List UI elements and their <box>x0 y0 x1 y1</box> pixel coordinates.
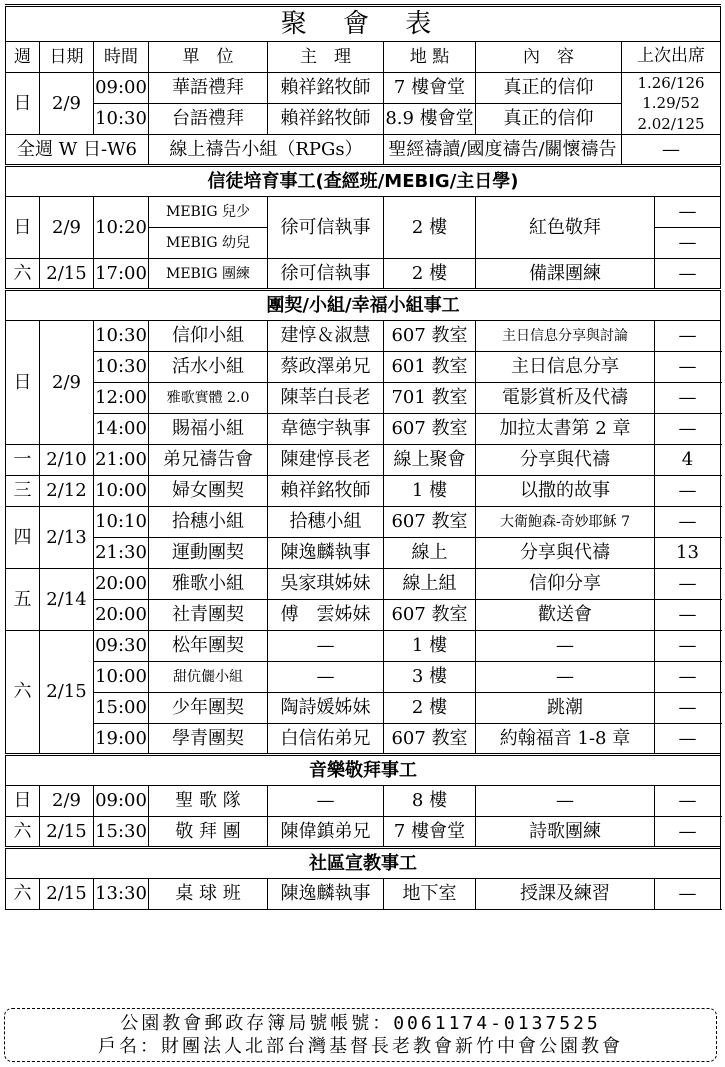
time-cell: 10:10 <box>94 507 149 538</box>
header-day: 週 <box>6 42 40 73</box>
host-cell: 賴祥銘牧師 <box>268 476 384 507</box>
last-attendance-cell: 4 <box>655 445 721 476</box>
time-cell: 21:00 <box>94 445 149 476</box>
last-attendance-cell: — <box>655 786 721 817</box>
weekly-label: 全週 W 日-W6 <box>6 135 149 166</box>
unit-cell: 信仰小組 <box>149 321 268 352</box>
date-cell: 2/15 <box>40 259 94 290</box>
host-cell: 徐可信執事 <box>268 197 384 259</box>
last-value: 2.02/125 <box>637 114 705 133</box>
date-cell: 2/13 <box>40 507 94 569</box>
time-cell: 21:30 <box>94 538 149 569</box>
unit-cell: 雅歌小組 <box>149 569 268 600</box>
time-cell: 14:00 <box>94 414 149 445</box>
last-attendance-cell: — <box>655 693 721 724</box>
unit-cell: 運動團契 <box>149 538 268 569</box>
unit-cell: 學青團契 <box>149 724 268 755</box>
content-cell: 約翰福音 1-8 章 <box>476 724 655 755</box>
header-content: 內 容 <box>476 42 622 73</box>
day-cell: 六 <box>6 879 40 910</box>
content-cell: — <box>476 631 655 662</box>
weekly-row <box>6 135 721 166</box>
host-cell: 陳莘白長老 <box>268 383 384 414</box>
content-cell: 聖經禱讀/國度禱告/關懷禱告 <box>384 135 622 166</box>
group-row <box>6 538 721 569</box>
unit-cell: 婦女團契 <box>149 476 268 507</box>
last-attendance-cell: — <box>655 197 721 228</box>
unit-cell: 甜伉儷小組 <box>149 662 268 693</box>
time-cell: 10:30 <box>94 352 149 383</box>
content-cell: 主日信息分享與討論 <box>476 321 655 352</box>
unit-cell: 聖 歌 隊 <box>149 786 268 817</box>
unit-cell: 線上禱告小組（RPGs） <box>149 135 384 166</box>
group-row <box>6 631 721 662</box>
group-row <box>6 724 721 755</box>
group-row <box>6 352 721 383</box>
unit-cell: 雅歌實體 2.0 <box>149 383 268 414</box>
place-cell: 701 教室 <box>384 383 476 414</box>
date-cell: 2/15 <box>40 817 94 848</box>
place-cell: 2 樓 <box>384 259 476 290</box>
last-attendance-cell: — <box>655 259 721 290</box>
last-attendance-cell: — <box>655 724 721 755</box>
place-cell: 線上聚會 <box>384 445 476 476</box>
unit-cell: MEBIG 幼兒 <box>149 228 268 259</box>
account-number: 公園教會郵政存簿局號帳號：0061174-0137525 <box>120 1013 601 1034</box>
content-cell: 電影賞析及代禱 <box>476 383 655 414</box>
content-cell: 分享與代禱 <box>476 538 655 569</box>
place-cell: 1 樓 <box>384 631 476 662</box>
last-value: 1.26/126 <box>637 74 705 93</box>
time-cell: 10:00 <box>94 476 149 507</box>
header-unit: 單 位 <box>149 42 268 73</box>
content-cell: 以撒的故事 <box>476 476 655 507</box>
place-cell: 地下室 <box>384 879 476 910</box>
last-attendance-cell: — <box>655 507 721 538</box>
content-cell: 加拉太書第 2 章 <box>476 414 655 445</box>
last-attendance-cell: — <box>655 228 721 259</box>
section-title: 團契/小組/幸福小組事工 <box>6 290 721 321</box>
place-cell: 607 教室 <box>384 600 476 631</box>
time-cell: 20:00 <box>94 569 149 600</box>
host-cell: 陳偉鎮弟兄 <box>268 817 384 848</box>
date-cell: 2/12 <box>40 476 94 507</box>
time-cell: 10:30 <box>94 104 149 135</box>
group-row <box>6 383 721 414</box>
host-cell: 吳家琪姊妹 <box>268 569 384 600</box>
content-cell: 授課及練習 <box>476 879 655 910</box>
day-cell: 三 <box>6 476 40 507</box>
day-cell: 日 <box>6 786 40 817</box>
date-cell: 2/9 <box>40 321 94 445</box>
place-cell: 8.9 樓會堂 <box>384 104 476 135</box>
header-host: 主 理 <box>268 42 384 73</box>
last-attendance-cell: — <box>655 879 721 910</box>
edu-row <box>6 259 721 290</box>
place-cell: 3 樓 <box>384 662 476 693</box>
unit-cell: 台語禮拜 <box>149 104 268 135</box>
place-cell: 7 樓會堂 <box>384 73 476 104</box>
unit-cell: 拾穗小組 <box>149 507 268 538</box>
day-cell: 六 <box>6 631 40 755</box>
date-cell: 2/15 <box>40 879 94 910</box>
place-cell: 601 教室 <box>384 352 476 383</box>
last-attendance-cell: — <box>622 135 721 166</box>
date-cell: 2/14 <box>40 569 94 631</box>
bank-account-footer <box>4 1008 717 1062</box>
day-cell: 日 <box>6 197 40 259</box>
last-attendance-cell: — <box>655 569 721 600</box>
unit-cell: 敬 拜 團 <box>149 817 268 848</box>
last-attendance-cell: — <box>655 662 721 693</box>
account-name: 戶名：財團法人北部台灣基督長老教會新竹中會公園教會 <box>98 1036 623 1057</box>
last-attendance-cell: — <box>655 352 721 383</box>
host-cell: 陳逸麟執事 <box>268 879 384 910</box>
date-cell: 2/9 <box>40 197 94 259</box>
host-cell: 拾穗小組 <box>268 507 384 538</box>
place-cell: 7 樓會堂 <box>384 817 476 848</box>
unit-cell: 華語禮拜 <box>149 73 268 104</box>
content-cell: 真正的信仰 <box>476 104 622 135</box>
header-last: 上次出席 <box>622 42 721 73</box>
place-cell: 1 樓 <box>384 476 476 507</box>
place-cell: 607 教室 <box>384 414 476 445</box>
content-cell: 紅色敬拜 <box>476 197 655 259</box>
place-cell: 607 教室 <box>384 321 476 352</box>
time-cell: 09:00 <box>94 786 149 817</box>
last-attendance-stack <box>622 73 721 135</box>
host-cell: 陳建惇長老 <box>268 445 384 476</box>
group-row <box>6 569 721 600</box>
group-row <box>6 414 721 445</box>
section-title: 音樂敬拜事工 <box>6 755 721 786</box>
header-row <box>6 42 721 73</box>
time-cell: 13:30 <box>94 879 149 910</box>
content-cell: 跳潮 <box>476 693 655 724</box>
place-cell: 2 樓 <box>384 693 476 724</box>
host-cell: 賴祥銘牧師 <box>268 73 384 104</box>
place-cell: 2 樓 <box>384 197 476 259</box>
title-row <box>6 6 721 42</box>
content-cell: 信仰分享 <box>476 569 655 600</box>
unit-cell: 松年團契 <box>149 631 268 662</box>
section-group <box>6 290 721 321</box>
time-cell: 15:00 <box>94 693 149 724</box>
last-attendance-cell: — <box>655 817 721 848</box>
group-row <box>6 321 721 352</box>
group-row <box>6 476 721 507</box>
unit-cell: MEBIG 團練 <box>149 259 268 290</box>
edu-row <box>6 197 721 228</box>
place-cell: 線上組 <box>384 569 476 600</box>
date-cell: 2/15 <box>40 631 94 755</box>
place-cell: 607 教室 <box>384 724 476 755</box>
time-cell: 09:30 <box>94 631 149 662</box>
last-attendance-cell: — <box>655 321 721 352</box>
group-row <box>6 662 721 693</box>
group-row <box>6 600 721 631</box>
host-cell: — <box>268 631 384 662</box>
day-cell: 日 <box>6 321 40 445</box>
day-cell: 六 <box>6 259 40 290</box>
place-cell: 線上 <box>384 538 476 569</box>
music-row <box>6 786 721 817</box>
date-cell: 2/9 <box>40 786 94 817</box>
unit-cell: 桌 球 班 <box>149 879 268 910</box>
last-attendance-cell: — <box>655 383 721 414</box>
group-row <box>6 693 721 724</box>
host-cell: — <box>268 786 384 817</box>
group-row <box>6 445 721 476</box>
header-place: 地 點 <box>384 42 476 73</box>
day-cell: 五 <box>6 569 40 631</box>
host-cell: 蔡政澤弟兄 <box>268 352 384 383</box>
place-cell: 607 教室 <box>384 507 476 538</box>
time-cell: 17:00 <box>94 259 149 290</box>
host-cell: 徐可信執事 <box>268 259 384 290</box>
host-cell: 建惇＆淑慧 <box>268 321 384 352</box>
content-cell: 詩歌團練 <box>476 817 655 848</box>
header-time: 時間 <box>94 42 149 73</box>
content-cell: 歡送會 <box>476 600 655 631</box>
header-date: 日期 <box>40 42 94 73</box>
content-cell: 大衛鮑森-奇妙耶穌 7 <box>476 507 655 538</box>
last-attendance-cell: — <box>655 414 721 445</box>
date-cell: 2/9 <box>40 73 94 135</box>
last-attendance-cell: — <box>655 476 721 507</box>
place-cell: 8 樓 <box>384 786 476 817</box>
worship-row <box>6 104 721 135</box>
unit-cell: MEBIG 兒少 <box>149 197 268 228</box>
day-cell: 六 <box>6 817 40 848</box>
schedule-table <box>5 4 720 910</box>
unit-cell: 賜福小組 <box>149 414 268 445</box>
section-edu <box>6 166 721 197</box>
day-cell: 日 <box>6 73 40 135</box>
time-cell: 10:00 <box>94 662 149 693</box>
section-community <box>6 848 721 879</box>
host-cell: 傅 雲姊妹 <box>268 600 384 631</box>
content-cell: 備課團練 <box>476 259 655 290</box>
content-cell: 真正的信仰 <box>476 73 622 104</box>
host-cell: 陶詩媛姊妹 <box>268 693 384 724</box>
time-cell: 10:20 <box>94 197 149 259</box>
section-title: 信徒培育事工(查經班/MEBIG/主日學) <box>6 166 721 197</box>
host-cell: — <box>268 662 384 693</box>
host-cell: 陳逸麟執事 <box>268 538 384 569</box>
unit-cell: 少年團契 <box>149 693 268 724</box>
host-cell: 韋德宇執事 <box>268 414 384 445</box>
content-cell: — <box>476 786 655 817</box>
host-cell: 賴祥銘牧師 <box>268 104 384 135</box>
page-title: 聚 會 表 <box>6 6 721 42</box>
worship-row <box>6 73 721 104</box>
last-attendance-cell: 13 <box>655 538 721 569</box>
time-cell: 19:00 <box>94 724 149 755</box>
day-cell: 一 <box>6 445 40 476</box>
section-title: 社區宣教事工 <box>6 848 721 879</box>
time-cell: 15:30 <box>94 817 149 848</box>
time-cell: 10:30 <box>94 321 149 352</box>
section-music <box>6 755 721 786</box>
time-cell: 12:00 <box>94 383 149 414</box>
last-value: 1.29/52 <box>642 94 700 113</box>
content-cell: 主日信息分享 <box>476 352 655 383</box>
group-row <box>6 507 721 538</box>
content-cell: — <box>476 662 655 693</box>
unit-cell: 社青團契 <box>149 600 268 631</box>
community-row <box>6 879 721 910</box>
host-cell: 白信佑弟兄 <box>268 724 384 755</box>
last-attendance-cell: — <box>655 600 721 631</box>
unit-cell: 活水小組 <box>149 352 268 383</box>
unit-cell: 弟兄禱告會 <box>149 445 268 476</box>
schedule-body <box>6 6 721 910</box>
music-row <box>6 817 721 848</box>
content-cell: 分享與代禱 <box>476 445 655 476</box>
last-attendance-cell: — <box>655 631 721 662</box>
time-cell: 09:00 <box>94 73 149 104</box>
day-cell: 四 <box>6 507 40 569</box>
date-cell: 2/10 <box>40 445 94 476</box>
time-cell: 20:00 <box>94 600 149 631</box>
